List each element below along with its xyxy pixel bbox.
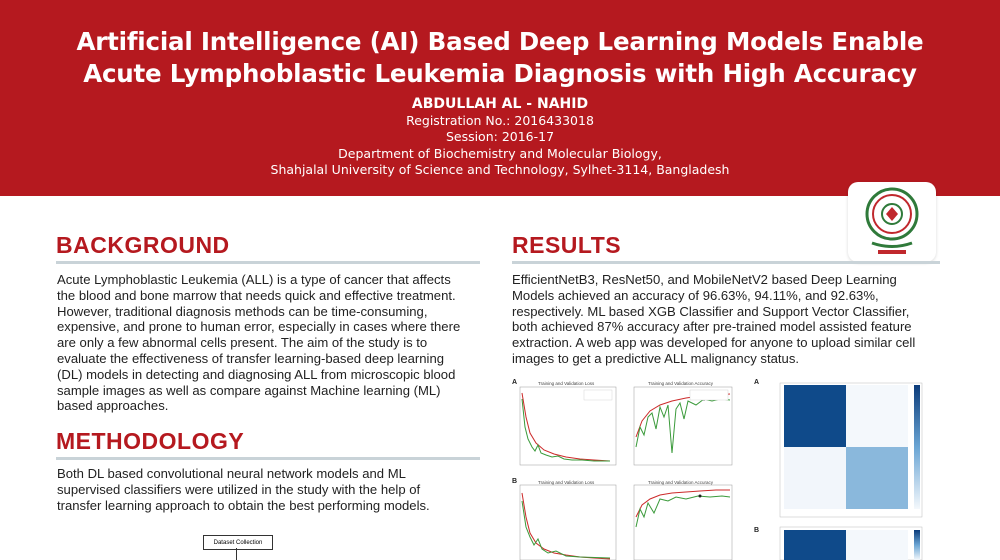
background-divider <box>56 261 480 264</box>
loss-plot-title: Training and Validation Loss <box>538 480 595 485</box>
poster-header <box>0 0 1000 196</box>
methodology-divider <box>56 457 480 460</box>
text-line: images to get a predictive ALL malignancy status. <box>512 350 800 366</box>
accuracy-plot-title: Training and Validation Accuracy <box>648 381 714 386</box>
methodology-heading: METHODOLOGY <box>56 428 245 454</box>
training-curves-svg <box>510 377 742 560</box>
confusion-matrix-figure <box>752 377 940 560</box>
text-line: transfer learning approach to obtain the best performing models. <box>57 497 430 513</box>
poster-title <box>0 26 1000 90</box>
loss-plot-title: Training and Validation Loss <box>538 381 595 386</box>
figure-panel-label: A <box>512 379 518 386</box>
university-seal-icon <box>862 186 922 258</box>
title-line-1: Artificial Intelligence (AI) Based Deep Learning Models Enable <box>76 27 924 56</box>
flow-box-dataset-collection: Dataset Collection <box>203 535 273 550</box>
text-line: are only a few abnormal cells present. The aim of the study is to <box>57 335 428 351</box>
text-line: EfficientNetB3, ResNet50, and MobileNetV2 based Deep Learning <box>512 272 897 287</box>
training-curves-figure <box>510 377 742 560</box>
department: Department of Biochemistry and Molecular Biology, <box>338 146 662 161</box>
university-logo-card <box>848 182 936 262</box>
text-line: extraction. A web app was developed for anyone to upload similar cell <box>512 335 916 351</box>
accuracy-plot-title: Training and Validation Accuracy <box>648 480 714 485</box>
text-line: (DL) models in detecting and diagnosing ALL from microscopic blood <box>57 366 456 382</box>
text-line: Both DL based convolutional neural network models and ML <box>57 466 406 481</box>
text-line: sample images as well as compare against Machine learning (ML) <box>57 382 441 398</box>
text-line: both achieved 87% accuracy after pre-trained model assisted feature <box>512 319 912 335</box>
text-line: respectively. ML based XGB Classifier and Support Vector Classifier, <box>512 303 910 319</box>
text-line: evaluate the effectiveness of transfer learning-based deep learning <box>57 350 445 366</box>
results-text <box>512 272 952 367</box>
text-line: the blood and bone marrow that needs quick and effective treatment. <box>57 287 456 303</box>
background-heading: BACKGROUND <box>56 232 230 258</box>
session: Session: 2016-17 <box>445 129 555 144</box>
results-heading: RESULTS <box>512 232 622 258</box>
text-line: Models achieved an accuracy of 96.63%, 94.11%, and 92.63%, <box>512 287 879 303</box>
results-divider <box>512 261 940 264</box>
text-line: Acute Lymphoblastic Leukemia (ALL) is a type of cancer that affects <box>57 272 451 287</box>
background-text <box>57 272 487 414</box>
methodology-text <box>57 466 487 513</box>
figure-panel-label: B <box>512 478 518 485</box>
figure-panel-label: B <box>754 527 760 534</box>
university: Shahjalal University of Science and Technology, Sylhet-3114, Bangladesh <box>270 162 730 177</box>
flow-connector <box>236 548 237 560</box>
text-line: based approaches. <box>57 398 169 414</box>
author-name: ABDULLAH AL - NAHID <box>411 96 589 112</box>
text-line: supervised classifiers were utilized in the study with the help of <box>57 481 421 497</box>
registration-number: Registration No.: 2016433018 <box>406 113 594 128</box>
confusion-matrix-svg <box>752 377 940 560</box>
text-line: However, traditional diagnosis methods can be time-consuming, <box>57 303 428 319</box>
title-line-2: Acute Lymphoblastic Leukemia Diagnosis with High Accuracy <box>83 59 917 88</box>
figure-panel-label: A <box>754 379 760 386</box>
text-line: expensive, and prone to human error, especially in cases where there <box>57 319 461 335</box>
